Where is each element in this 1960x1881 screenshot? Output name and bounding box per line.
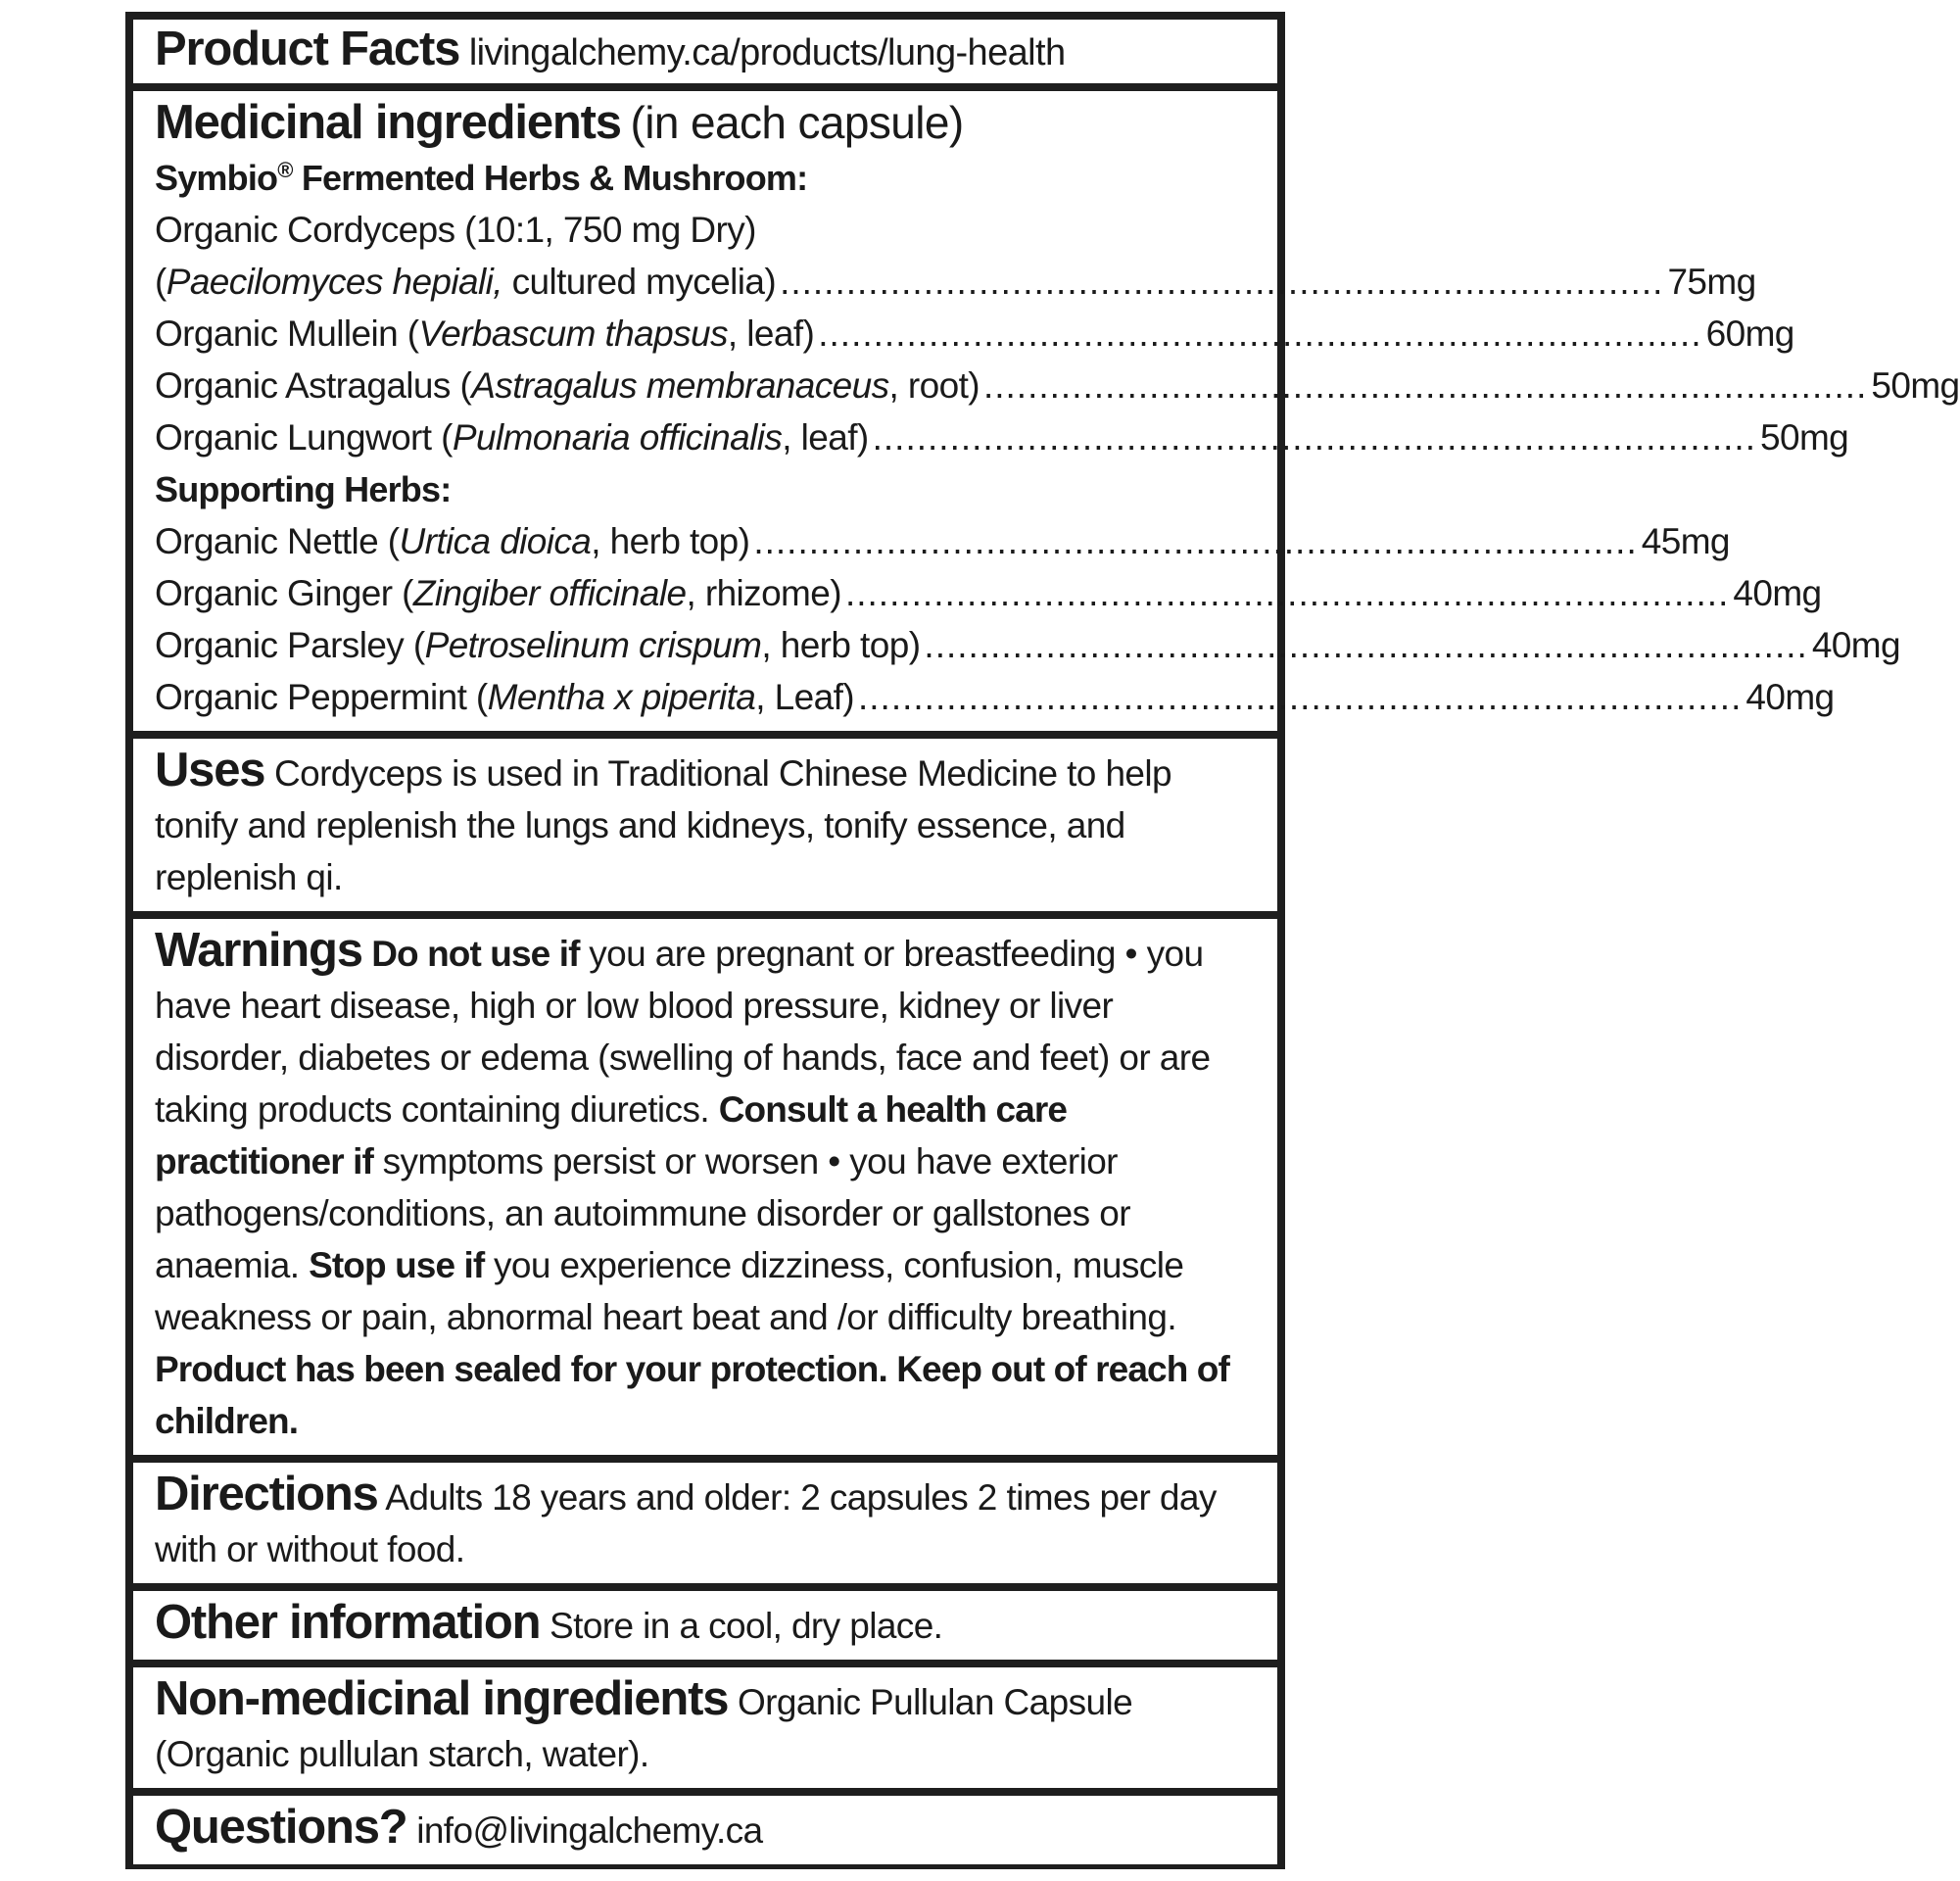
medicinal-ingredients-heading: Medicinal ingredients [155,96,621,149]
product-facts-header [133,20,1277,83]
medicinal-ingredients-section [133,91,1960,731]
non-medicinal-heading: Non-medicinal ingredients [155,1672,729,1725]
ingredient-row [155,619,1900,671]
uses-text: Cordyceps is used in Traditional Chinese Medicine to help tonify and replenish the lungs and kidneys, tonify essence, and replenish qi. [155,753,1172,897]
dot-leader: ................................................................................ [872,417,1756,458]
warning-text-2: symptoms persist or worsen • you have exterior pathogens/conditions, an autoimmune disorder or gallstones or anaemia. [155,1141,1130,1285]
dot-leader: ................................................................................ [780,262,1664,302]
ingredient-row [155,515,1730,567]
group-title-supporting: Supporting Herbs: [155,469,452,509]
ingredient-dose: 50mg [1871,365,1960,406]
dot-leader: ................................................................................ [753,521,1638,561]
ingredient-row [155,671,1835,723]
warning-text-1: you are pregnant or breastfeeding • you have heart disease, high or low blood pressure, kidney or liver disorder, diabetes or edema (swelling of hands, face and feet) or are taking products containing diuretics. [155,934,1211,1130]
dot-leader: ................................................................................ [982,365,1868,406]
questions-section [133,1796,1277,1864]
ingredient-dose: 40mg [1733,573,1822,613]
dot-leader: ................................................................................ [818,314,1702,354]
ingredient-dose: 60mg [1705,314,1794,354]
warning-do-not-use: Do not use if [361,934,580,974]
group1-list [155,308,1960,463]
dot-leader: ................................................................................ [844,573,1730,613]
non-medicinal-text: Organic Pullulan Capsule (Organic pullulan starch, water). [155,1682,1133,1774]
questions-contact: info@livingalchemy.ca [406,1810,763,1851]
dot-leader: ................................................................................ [924,625,1808,665]
dot-leader: ................................................................................ [857,677,1743,717]
ingredient-name: Organic Lungwort (Pulmonaria officinalis, leaf) [155,417,869,458]
other-information-text: Store in a cool, dry place. [540,1606,943,1646]
ingredient-row-cordyceps: (Paecilomyces hepiali, cultured mycelia) ................................................................................ 75mg [155,256,1256,308]
ingredient-name: Organic Ginger (Zingiber officinale, rhizome) [155,573,841,613]
directions-section [133,1463,1277,1583]
ingredient-dose: 45mg [1641,521,1730,561]
ingredient-dose: 50mg [1760,417,1849,458]
ingredient-row [155,567,1822,619]
ingredient-row [155,360,1960,411]
questions-heading: Questions? [155,1801,407,1854]
ingredient-name: Organic Mullein (Verbascum thapsus, leaf) [155,314,815,354]
group2-list [155,515,1900,723]
warning-consult: Consult a health care practitioner if [155,1089,1068,1182]
ingredient-name: Organic Astragalus (Astragalus membranaceus, root) [155,365,980,406]
other-information-heading: Other information [155,1596,541,1649]
group-title-symbio: Symbio® Fermented Herbs & Mushroom: [155,158,808,198]
ingredient-name: Organic Peppermint (Mentha x piperita, Leaf) [155,677,854,717]
registered-mark: ® [277,158,293,182]
cordyceps-line-1: Organic Cordyceps (10:1, 750 mg Dry) [155,210,756,250]
warnings-section [133,919,1277,1455]
product-facts-title: Product Facts [155,23,460,75]
product-url: livingalchemy.ca/products/lung-health [468,32,1066,73]
directions-heading: Directions [155,1468,378,1520]
ingredient-name: Organic Nettle (Urtica dioica, herb top) [155,521,750,561]
warnings-heading: Warnings [155,924,362,977]
non-medicinal-section [133,1667,1277,1788]
uses-section [133,739,1277,911]
other-information-section [133,1591,1277,1660]
ingredient-dose: 40mg [1811,625,1900,665]
warning-sealed: Product has been sealed for your protection. Keep out of reach of children. [155,1349,1229,1441]
ingredient-name: Organic Parsley (Petroselinum crispum, herb top) [155,625,921,665]
ingredient-dose: 75mg [1667,262,1756,302]
medicinal-ingredients-note: (in each capsule) [630,97,964,148]
uses-heading: Uses [155,744,265,796]
directions-text: Adults 18 years and older: 2 capsules 2 times per day with or without food. [155,1477,1217,1569]
ingredient-dose: 40mg [1745,677,1835,717]
warning-text-3: you experience dizziness, confusion, muscle weakness or pain, abnormal heart beat and /or difficulty breathing. [155,1245,1184,1337]
ingredient-row [155,308,1794,360]
product-facts-label [125,12,1960,1869]
warning-stop-use: Stop use if [309,1245,485,1285]
ingredient-row [155,411,1849,463]
